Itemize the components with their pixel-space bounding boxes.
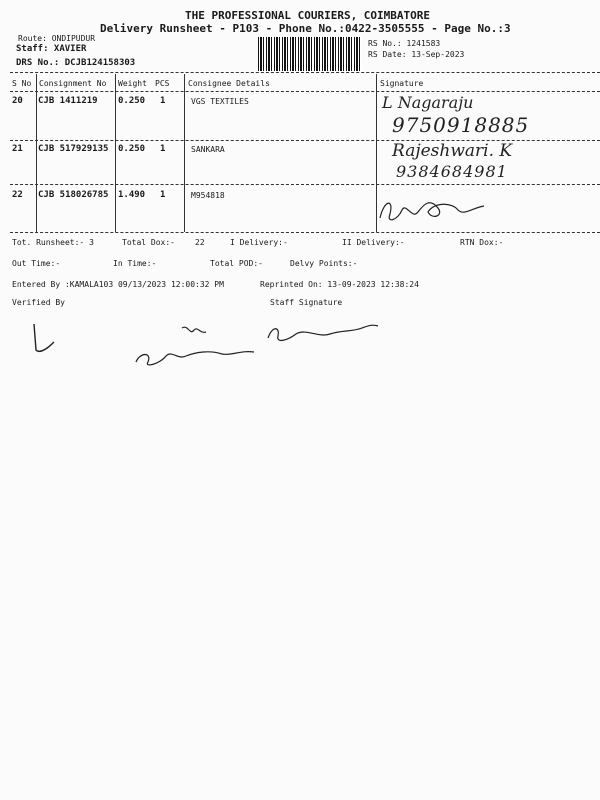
table-header-rule bbox=[10, 91, 600, 92]
header-consignee: Consignee Details bbox=[188, 79, 270, 88]
total-dox: Total Dox:- bbox=[122, 238, 175, 247]
row-weight: 0.250 bbox=[118, 96, 146, 106]
header-sno: S No bbox=[12, 79, 32, 88]
staff-signature-scribble bbox=[130, 322, 260, 372]
rtn-dox: RTN Dox:- bbox=[460, 238, 504, 247]
row-consignee: SANKARA bbox=[191, 145, 225, 154]
row-sno: 21 bbox=[12, 144, 23, 154]
total-pod: Total POD:- bbox=[210, 259, 263, 268]
column-divider bbox=[115, 74, 116, 232]
row-signature-phone: 9384684981 bbox=[396, 162, 508, 181]
staff-label: Staff: XAVIER bbox=[16, 44, 87, 54]
header-signature: Signature bbox=[380, 79, 424, 88]
rs-date: RS Date: 13-Sep-2023 bbox=[368, 50, 465, 59]
row-signature-name: L Nagaraju bbox=[382, 93, 474, 112]
row-pcs: 1 bbox=[160, 190, 166, 200]
header-consignment: Consignment No bbox=[39, 79, 107, 88]
row-sno: 22 bbox=[12, 190, 23, 200]
route-label: Route: ONDIPUDUR bbox=[18, 34, 96, 43]
reprinted-on: Reprinted On: 13-09-2023 12:38:24 bbox=[260, 280, 419, 289]
row-consignee: VGS TEXTILES bbox=[191, 97, 249, 106]
delvy-points: Delvy Points:- bbox=[290, 259, 358, 268]
row-signature-name: Rajeshwari. K bbox=[392, 141, 513, 161]
table-bottom-rule bbox=[10, 232, 600, 233]
table-top-rule bbox=[10, 72, 600, 73]
row-sno: 20 bbox=[12, 96, 23, 106]
verifier-signature bbox=[28, 320, 68, 356]
rs-number: RS No.: 1241583 bbox=[368, 39, 441, 48]
total-dox-value: 22 bbox=[195, 238, 205, 247]
column-divider bbox=[36, 74, 37, 232]
row-divider bbox=[10, 184, 600, 185]
handwritten-signature bbox=[372, 190, 492, 230]
verified-by: Verified By bbox=[12, 298, 65, 307]
row-consignment: CJB 518026785 bbox=[38, 190, 109, 200]
row-weight: 1.490 bbox=[118, 190, 146, 200]
row-consignment: CJB 517929135 bbox=[38, 144, 109, 154]
i-delivery: I Delivery:- bbox=[230, 238, 288, 247]
staff-signature-label: Staff Signature bbox=[270, 298, 343, 307]
row-pcs: 1 bbox=[160, 144, 166, 154]
company-name: THE PROFESSIONAL COURIERS, COIMBATORE bbox=[185, 9, 431, 22]
entered-by: Entered By :KAMALA103 09/13/2023 12:00:32 PM bbox=[12, 280, 224, 289]
column-divider bbox=[184, 74, 185, 232]
row-consignment: CJB 1411219 bbox=[38, 96, 98, 106]
row-pcs: 1 bbox=[160, 96, 166, 106]
ii-delivery: II Delivery:- bbox=[342, 238, 405, 247]
row-consignee: M954818 bbox=[191, 191, 225, 200]
header-pcs: PCS bbox=[155, 79, 170, 88]
row-weight: 0.250 bbox=[118, 144, 146, 154]
drs-number: DRS No.: DCJB124158303 bbox=[16, 58, 136, 68]
out-time: Out Time:- bbox=[12, 259, 61, 268]
runsheet-subtitle: Delivery Runsheet - P103 - Phone No.:0422-3505555 - Page No.:3 bbox=[100, 22, 511, 35]
staff-signature-scribble-right bbox=[262, 320, 382, 350]
tot-runsheet: Tot. Runsheet:- 3 bbox=[12, 238, 94, 247]
barcode bbox=[258, 37, 362, 71]
header-weight: Weight bbox=[118, 79, 147, 88]
in-time: In Time:- bbox=[113, 259, 157, 268]
row-signature-phone: 9750918885 bbox=[392, 113, 530, 137]
